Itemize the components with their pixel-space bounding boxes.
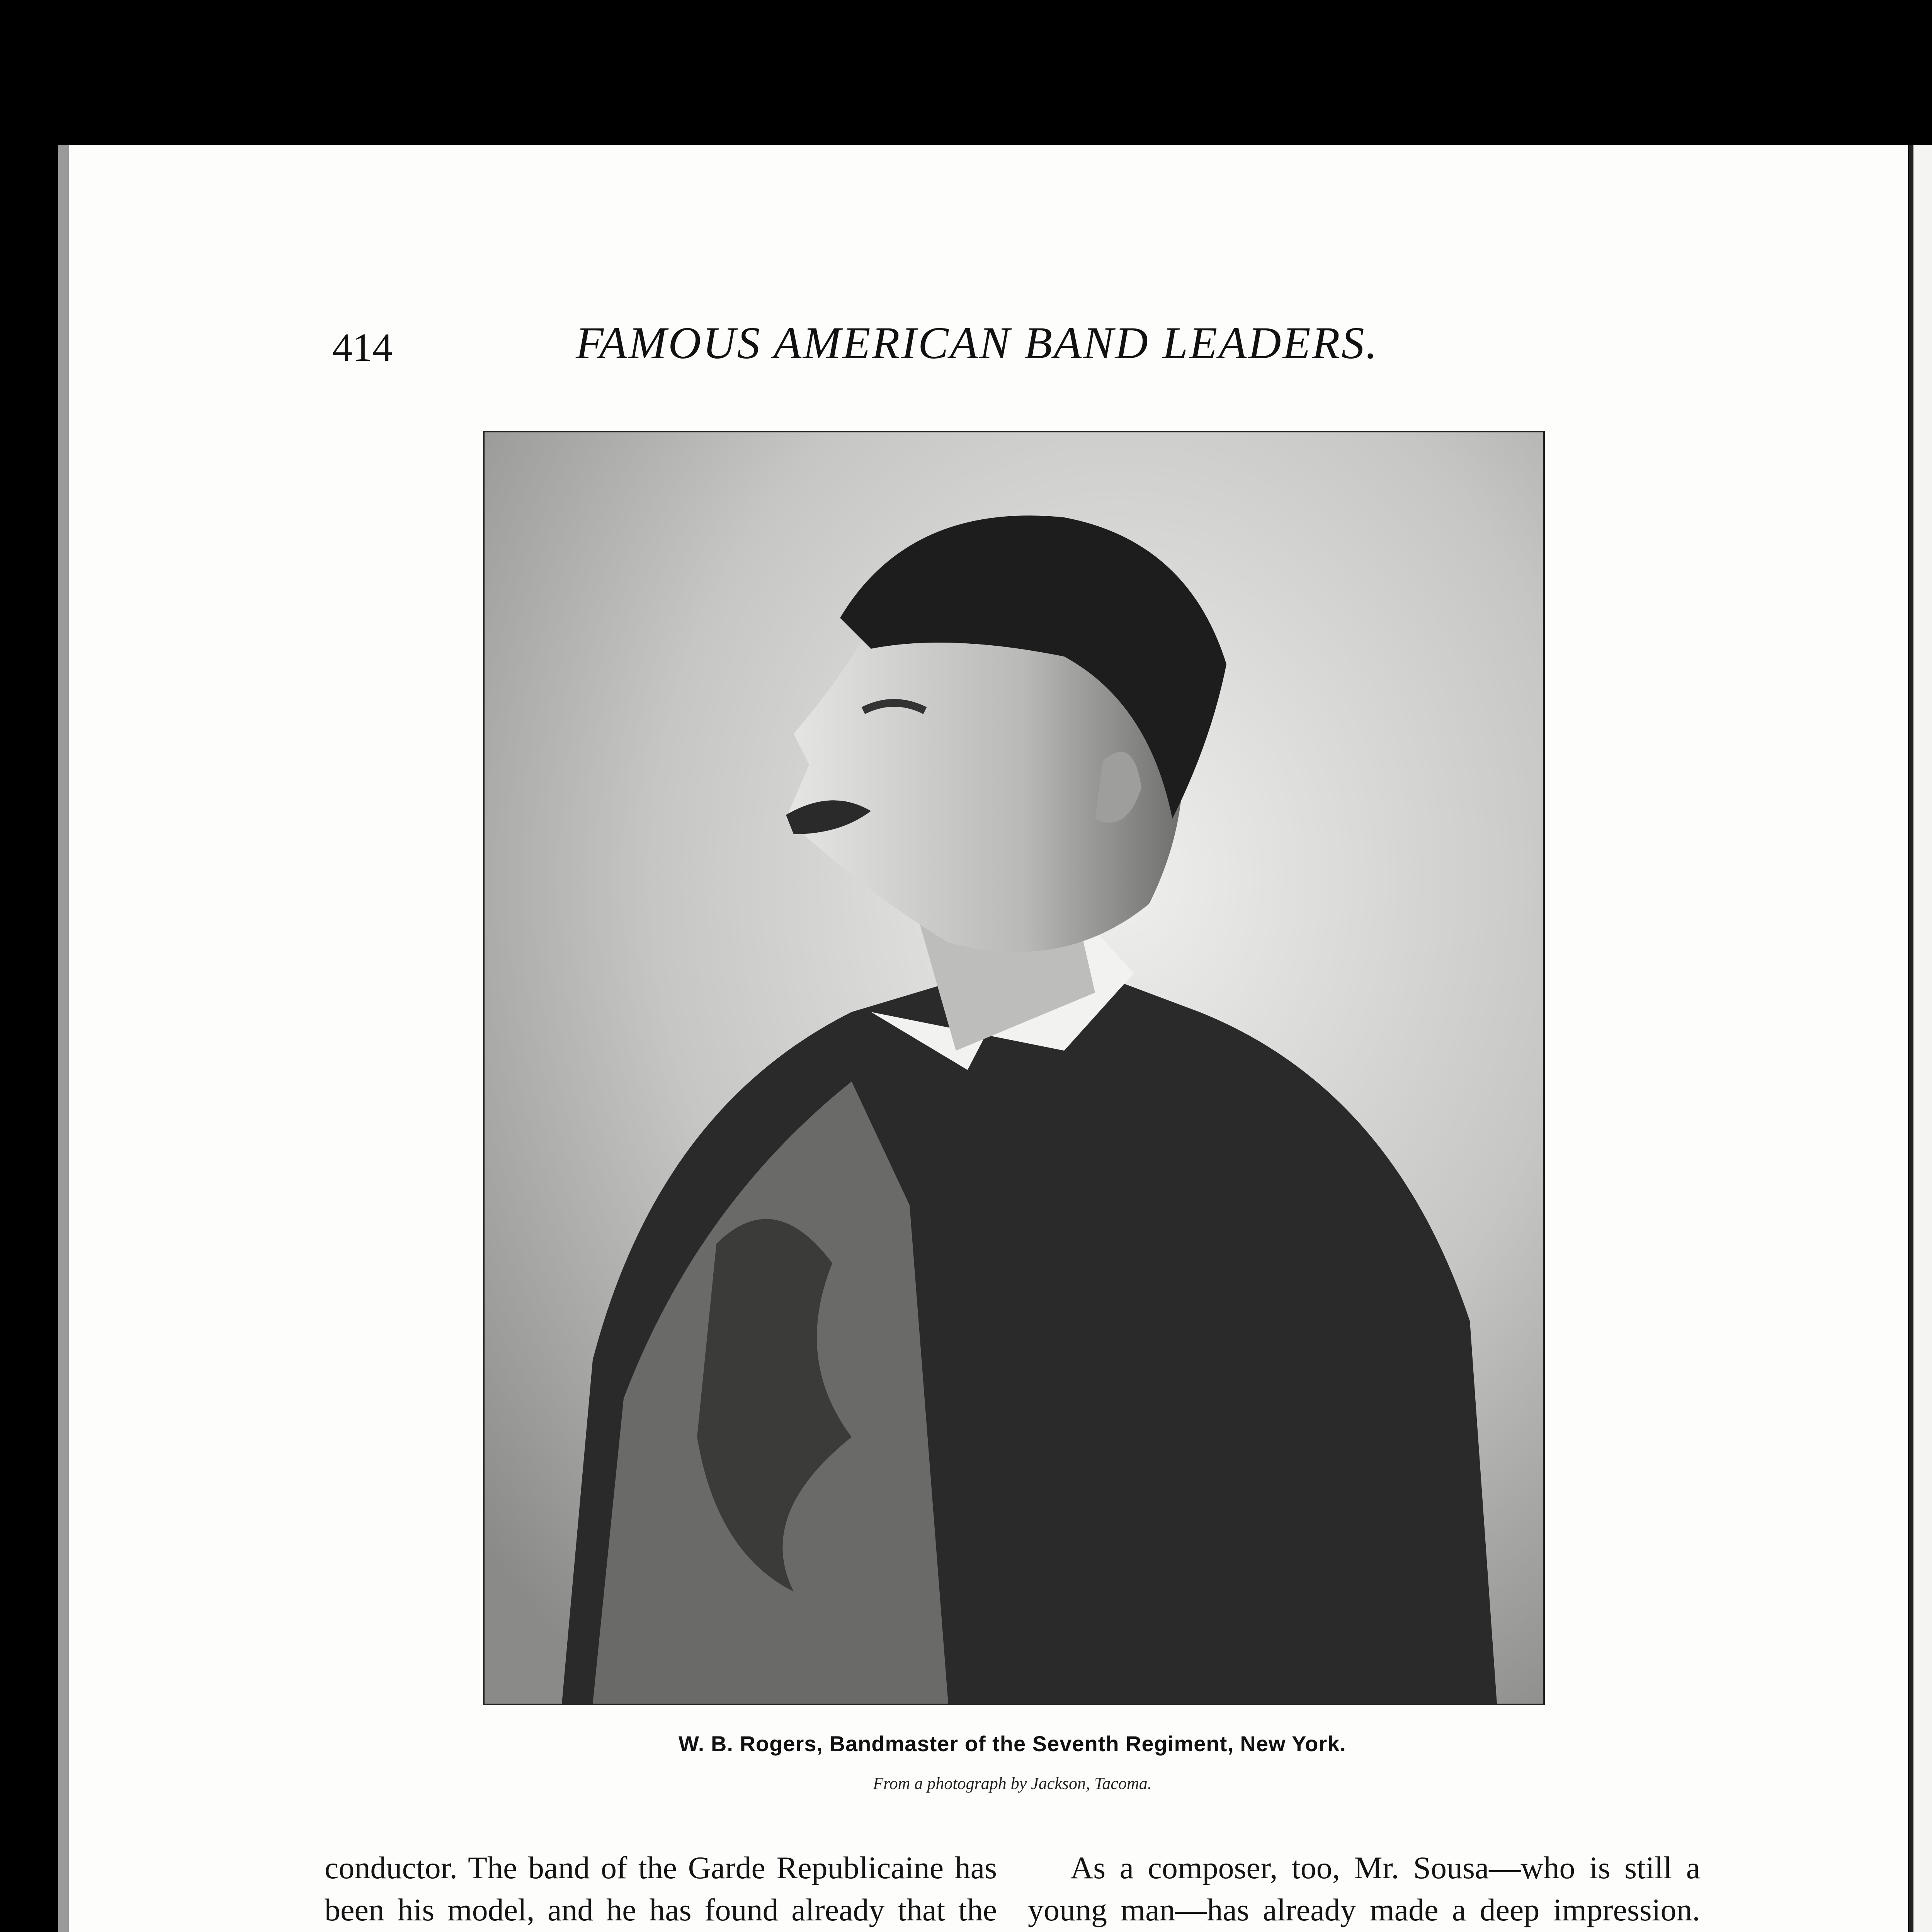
paragraph: As a composer, too, Mr. Sousa—who is still a young man—has already made a deep impression.	[1028, 1850, 1700, 1927]
figure-caption: W. B. Rogers, Bandmaster of the Seventh Regiment, New York.	[679, 1731, 1346, 1756]
text-column-right	[1028, 1847, 1700, 1932]
photo-credit: From a photograph by Jackson, Tacoma.	[873, 1774, 1152, 1793]
running-title: FAMOUS AMERICAN BAND LEADERS.	[576, 318, 1379, 368]
facing-page-edge	[1909, 145, 1932, 1932]
page-number: 414	[332, 325, 393, 370]
text-column-left	[325, 1847, 997, 1932]
portrait-photo	[483, 431, 1545, 1705]
portrait-illustration	[485, 432, 1543, 1704]
page-header	[332, 317, 1669, 386]
paragraph: conductor. The band of the Garde Republicaine has been his model, and he has found already that the	[325, 1850, 997, 1927]
